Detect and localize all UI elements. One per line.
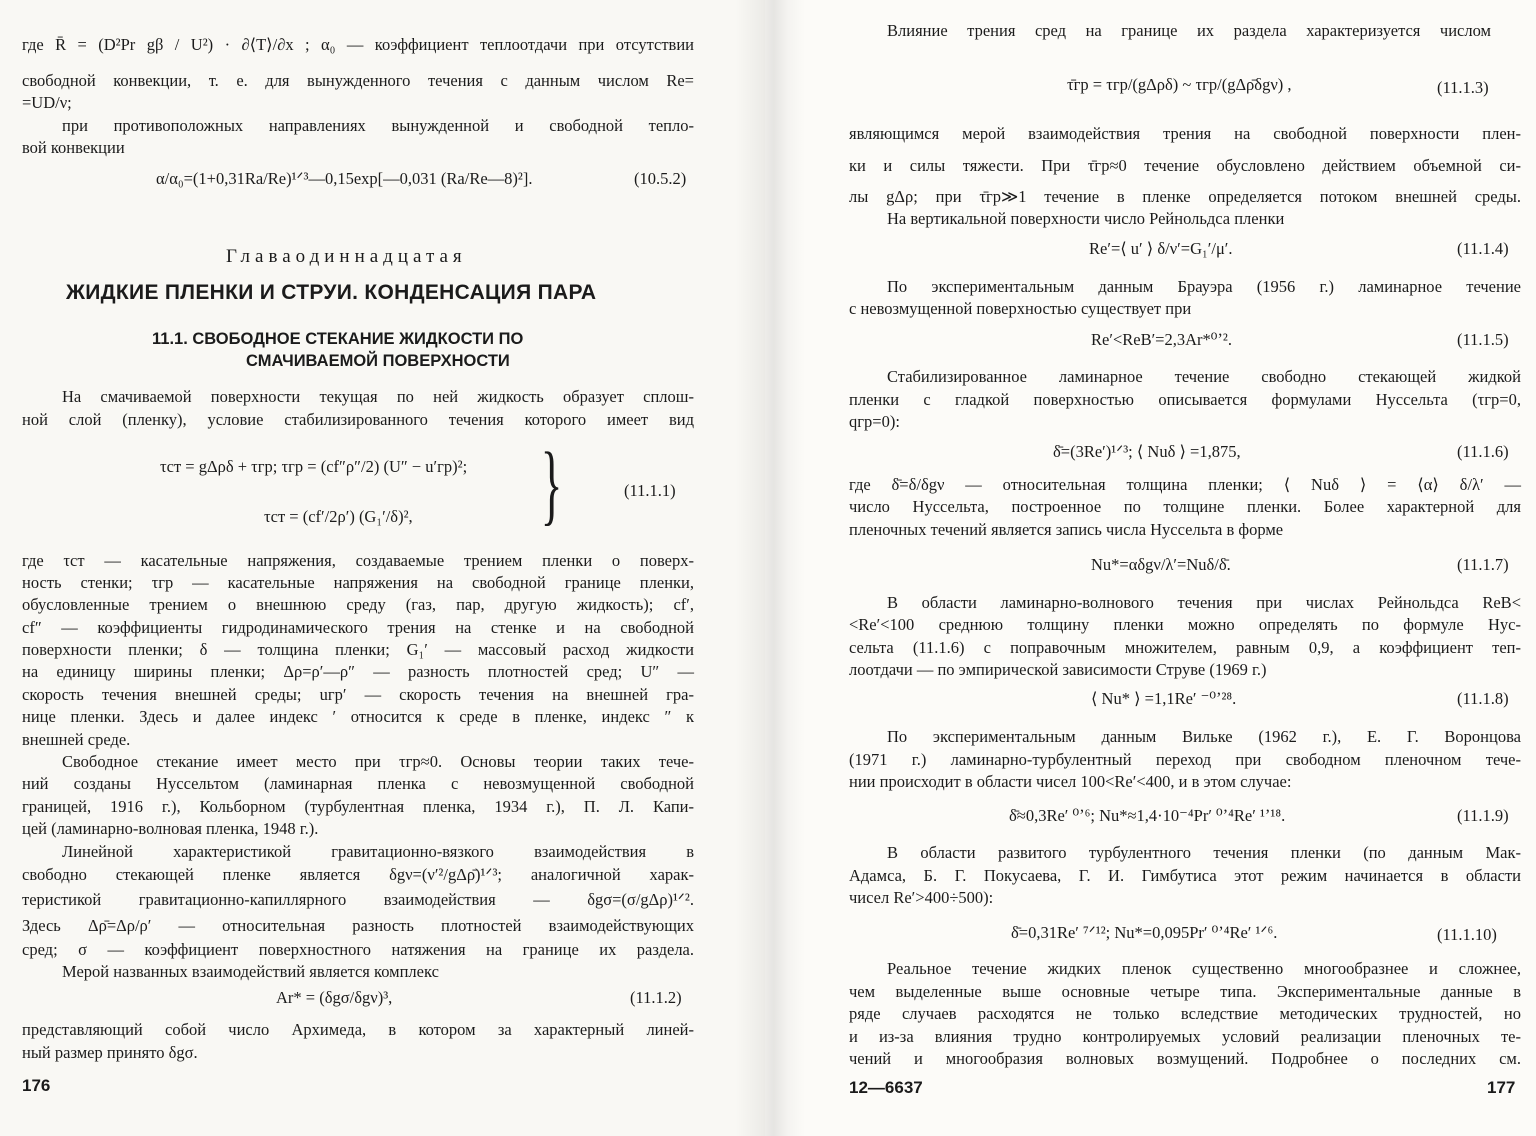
text-line: (1971 г.) ламинарно-турбулентный переход при свободном пленочном тече- — [849, 750, 1521, 769]
text-line: скорость течения внешней среды; uгр′ — скорость течения на внешней гра- — [22, 685, 694, 704]
text-line: чений и многообразия волновых возмущений. Подробнее о последних см. — [849, 1049, 1521, 1068]
text-line: ный размер принято δgσ. — [22, 1043, 198, 1062]
text-line: Линейной характеристикой гравитационно-вязкого взаимодействия в — [62, 842, 694, 861]
text-line: Стабилизированное ламинарное течение свободно стекающей жидкой — [887, 367, 1521, 386]
equation-number: (11.1.4) — [1457, 239, 1509, 258]
text-line: ной слой (пленку), условие стабилизированного течения которого имеет вид — [22, 410, 694, 429]
left-page — [0, 0, 765, 1136]
equation-number: (11.1.5) — [1457, 330, 1509, 349]
text-line: По экспериментальным данным Вильке (1962 г.), Е. Г. Воронцова — [887, 727, 1521, 746]
text-line: границей, 1916 г.), Кольборном (турбулентная пленка, 1934 г.), П. Л. Капи- — [22, 797, 694, 816]
text-line: цей (ламинарно-волновая пленка, 1948 г.). — [22, 819, 319, 838]
equation-number: (10.5.2) — [634, 169, 687, 188]
text-line: ки и силы тяжести. При τ̄гр≈0 течение обусловлено действием объемной си- — [849, 156, 1521, 175]
chapter-label: Главаодиннадцатая — [226, 246, 467, 267]
equation-11-1-4: Re′=⟨ u′ ⟩ δ/ν′=G₁′/μ′. — [1089, 239, 1233, 258]
section-title: СМАЧИВАЕМОЙ ПОВЕРХНОСТИ — [246, 352, 510, 370]
book-gutter — [735, 0, 805, 1136]
text-line: <Re′<100 среднюю толщину пленки можно определять по формуле Нус- — [849, 615, 1521, 634]
equation-11-1-1-a: τст = gΔρδ + τгр; τгр = (cf″ρ″/2) (U″ − u′гр)²; — [160, 457, 468, 476]
equation-number: (11.1.10) — [1437, 925, 1497, 944]
right-page — [765, 0, 1536, 1136]
equation-number: (11.1.6) — [1457, 442, 1509, 461]
page-number: 176 — [22, 1076, 51, 1095]
equation-number: (11.1.2) — [630, 988, 682, 1007]
text-line: На вертикальной поверхности число Рейнольдса пленки — [887, 209, 1285, 228]
text-line: чем выделенные выше основные четыре типа. Экспериментальные данные в — [849, 982, 1521, 1001]
text-line: cf″ — коэффициенты гидродинамического трения на стенке и на свободной — [22, 618, 694, 637]
text-line: Реальное течение жидких пленок существенно многообразнее и сложнее, — [887, 959, 1521, 978]
text-line: лы gΔρ; при τ̄гр≫1 течение в пленке определяется потоком внешней среды. — [849, 187, 1521, 206]
text-line: Мерой названных взаимодействий является комплекс — [62, 962, 439, 981]
equation-11-1-3: τ̄гр = τгр/(gΔρδ) ~ τгр/(gΔρ̄δgν) , — [1067, 75, 1292, 94]
text-line: обусловленные трением о внешнюю среду (газ, пар, другую жидкость); cf′, — [22, 595, 694, 614]
text-line: Адамса, Б. Г. Покусаева, Г. И. Гимбутиса этот режим начинается в области — [849, 866, 1521, 885]
text-line: лоотдачи — по эмпирической зависимости Струве (1969 г.) — [849, 660, 1267, 679]
text-line: свободно стекающей пленке является δgν=(ν′²/gΔρ̄)¹ᐟ³; аналогичной харак- — [22, 865, 694, 884]
text-line: qгр=0): — [849, 412, 900, 431]
text-line: где R̄ = (D²Pr gβ / U²) · ∂⟨T⟩/∂x ; α₀ — коэффициент теплоотдачи при отсутствии — [22, 35, 694, 54]
text-line: В области ламинарно-волнового течения при числах Рейнольдса ReB< — [887, 593, 1521, 612]
text-line: чисел Re′>400÷500): — [849, 888, 994, 907]
equation-number: (11.1.8) — [1457, 689, 1509, 708]
text-line: внешней среде. — [22, 730, 131, 749]
text-line: где τст — касательные напряжения, создаваемые трением пленки о поверх- — [22, 551, 694, 570]
text-line: По экспериментальным данным Брауэра (1956 г.) ламинарное течение — [887, 277, 1521, 296]
equation-11-1-5: Re′<ReB′=2,3Ar*⁰ʼ². — [1091, 330, 1232, 349]
text-line: при противоположных направлениях вынужденной и свободной тепло- — [62, 116, 694, 135]
text-line: ность стенки; τгр — касательные напряжения на свободной границе пленки, — [22, 573, 694, 592]
text-line: На смачиваемой поверхности текущая по ней жидкость образует сплош- — [62, 387, 694, 406]
brace-glyph: } — [540, 435, 563, 534]
text-line: В области развитого турбулентного течения пленки (по данным Мак- — [887, 843, 1521, 862]
text-line: нии происходит в области чисел 100<Re′<400, и в этом случае: — [849, 772, 1292, 791]
text-line: ряде случаев расходятся не только вследствие методических трудностей, но — [849, 1004, 1521, 1023]
text-line: нице пленки. Здесь и далее индекс ′ относится к среде в пленке, индекс ″ к — [22, 707, 694, 726]
equation-number: (11.1.9) — [1457, 806, 1509, 825]
chapter-title: ЖИДКИЕ ПЛЕНКИ И СТРУИ. КОНДЕНСАЦИЯ ПАРА — [66, 281, 597, 304]
text-line: являющимся мерой взаимодействия трения на свободной поверхности плен- — [849, 124, 1521, 143]
text-line: на единицу ширины пленки; Δρ=ρ′—ρ″ — разность плотностей сред; U″ — — [22, 662, 694, 681]
text-line: сельта (11.1.6) с поправочным множителем, равным 0,9, а коэффициент теп- — [849, 638, 1521, 657]
equation-11-1-2: Ar* = (δgσ/δgν)³, — [276, 988, 393, 1007]
equation-11-1-9: δ̄≈0,3Re′ ⁰ʼ⁶; Nu*≈1,4·10⁻⁴Pr′ ⁰ʼ⁴Re′ ¹ʼ¹⁸. — [1009, 806, 1286, 825]
text-line: Влияние трения сред на границе их раздела характеризуется числом — [887, 21, 1491, 40]
equation-11-1-7: Nu*=αδgν/λ′=Nuδ/δ̄. — [1091, 555, 1231, 574]
text-line: сред; σ — коэффициент поверхностного натяжения на границе их раздела. — [22, 940, 694, 959]
text-line: вой конвекции — [22, 138, 125, 157]
text-line: пленочных течений является запись числа Нуссельта в форме — [849, 520, 1284, 539]
text-line: и из-за влияния трудно контролируемых условий реализации пленочных те- — [849, 1027, 1521, 1046]
text-line: ний созданы Нуссельтом (ламинарная пленка с невозмущенной свободной — [22, 774, 694, 793]
text-line: с невозмущенной поверхностью существует при — [849, 299, 1192, 318]
text-line: пленки с гладкой поверхностью описывается формулами Нуссельта (τгр=0, — [849, 390, 1521, 409]
text-line: Свободное стекание имеет место при τгр≈0. Основы теории таких тече- — [62, 752, 694, 771]
text-line: Здесь Δρ̄=Δρ/ρ′ — относительная разность плотностей взаимодействующих — [22, 916, 694, 935]
signature-mark: 12—6637 — [849, 1078, 923, 1097]
text-line: теристикой гравитационно-капиллярного взаимодействия — δgσ=(σ/gΔρ)¹ᐟ². — [22, 890, 694, 909]
equation-10-5-2: α/α₀=(1+0,31Ra/Re)¹ᐟ³—0,15exp[—0,031 (Ra/Re—8)²]. — [156, 169, 533, 188]
equation-11-1-8: ⟨ Nu* ⟩ =1,1Re′ ⁻⁰ʼ²⁸. — [1091, 689, 1237, 708]
text-line: =UD/ν; — [22, 93, 72, 112]
equation-number: (11.1.7) — [1457, 555, 1509, 574]
equation-11-1-6: δ̄=(3Re′)¹ᐟ³; ⟨ Nuδ ⟩ =1,875, — [1053, 442, 1241, 461]
text-line: где δ̄=δ/δgν — относительная толщина пленки; ⟨ Nuδ ⟩ = ⟨α⟩ δ/λ′ — — [849, 475, 1521, 494]
equation-11-1-1-b: τст = (cf′/2ρ′) (G₁′/δ)², — [264, 507, 413, 526]
page-number: 177 — [1487, 1078, 1516, 1097]
equation-number: (11.1.3) — [1437, 78, 1489, 97]
equation-11-1-10: δ̄=0,31Re′ ⁷ᐟ¹²; Nu*=0,095Pr′ ⁰ʼ⁴Re′ ¹ᐟ⁶. — [1011, 923, 1278, 942]
section-title: 11.1. СВОБОДНОЕ СТЕКАНИЕ ЖИДКОСТИ ПО — [152, 330, 524, 348]
text-line: представляющий собой число Архимеда, в котором за характерный линей- — [22, 1020, 694, 1039]
text-line: поверхности пленки; δ — толщина пленки; G₁′ — массовый расход жидкости — [22, 640, 694, 659]
equation-number: (11.1.1) — [624, 481, 676, 500]
text-line: число Нуссельта, построенное по толщине пленки. Более характерной для — [849, 497, 1521, 516]
text-line: свободной конвекции, т. е. для вынужденного течения с данным числом Re= — [22, 71, 694, 90]
